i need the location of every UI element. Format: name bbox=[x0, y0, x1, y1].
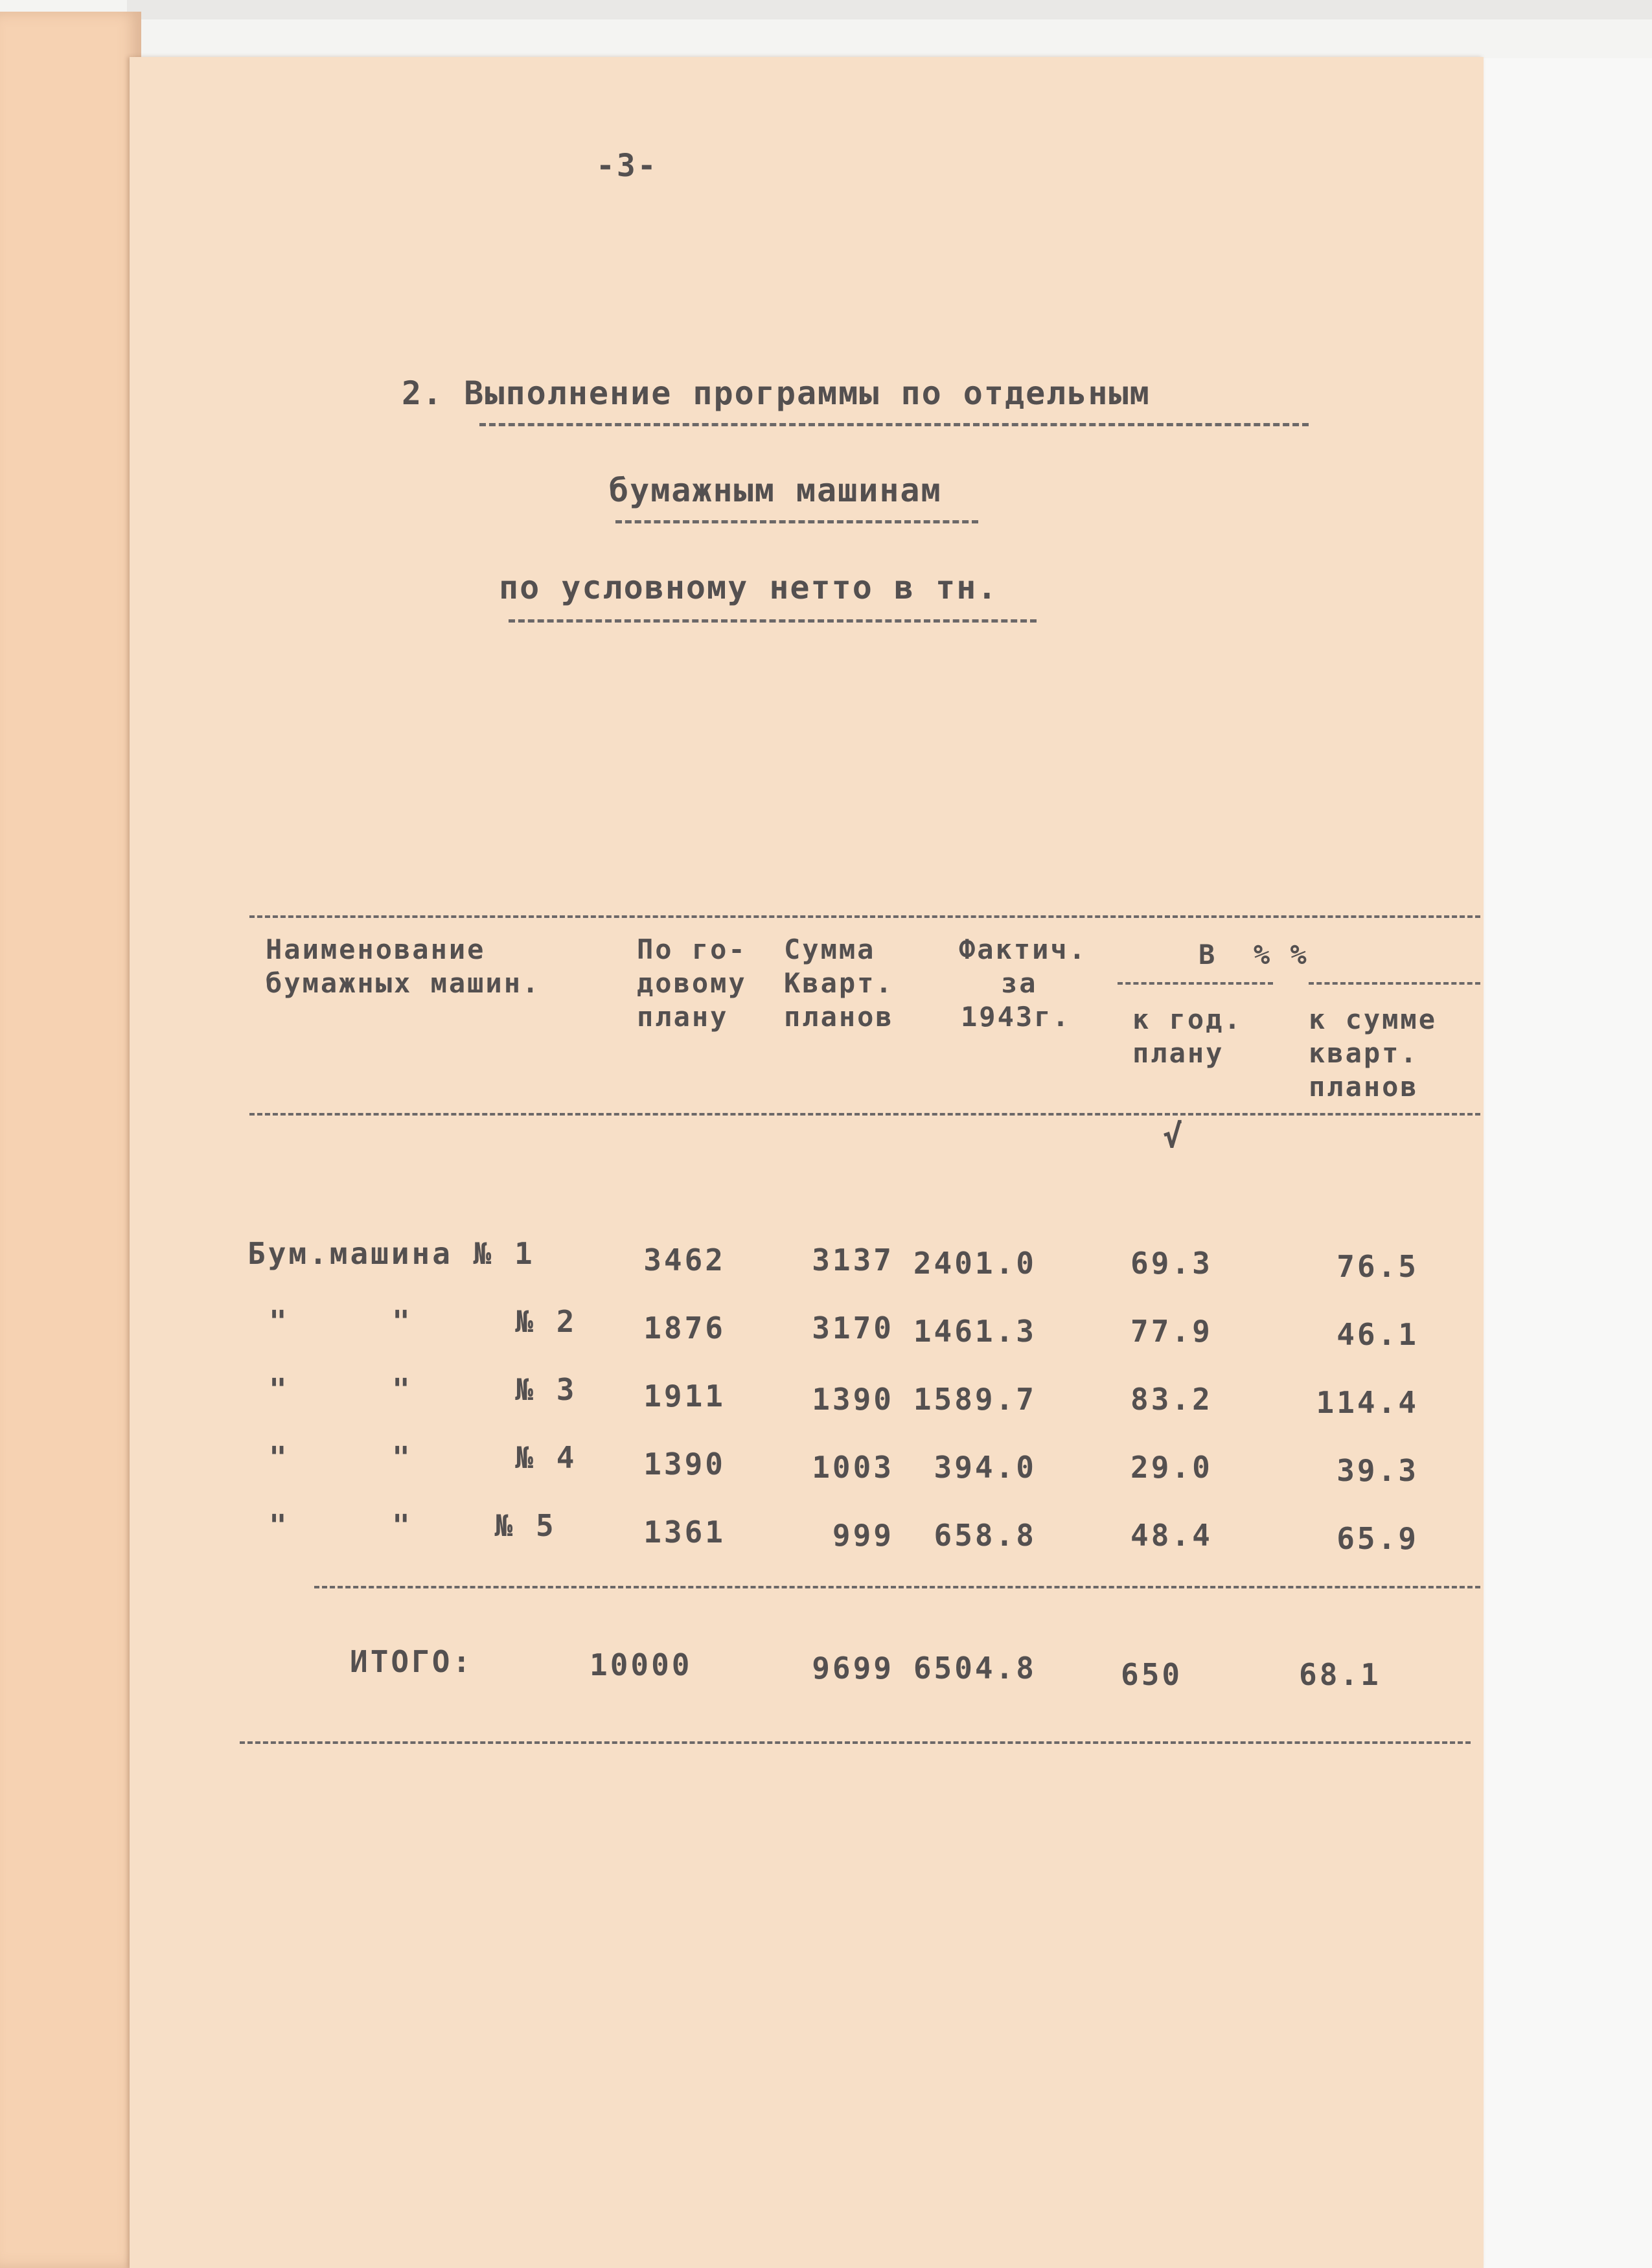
adjacent-page bbox=[0, 12, 141, 2268]
heading-underline-1 bbox=[479, 423, 1309, 426]
header-to-annual-line: плану bbox=[1132, 1037, 1224, 1069]
header-sum-line: Сумма bbox=[784, 934, 876, 965]
pct-annual-value: 29.0 bbox=[1130, 1450, 1213, 1485]
header-to-sum-line: к сумме bbox=[1309, 1003, 1438, 1035]
annual-plan-value: 1361 bbox=[643, 1515, 726, 1550]
percent-group-rule-2 bbox=[1309, 982, 1480, 985]
quarter-sum-value: 1003 bbox=[812, 1450, 894, 1485]
header-bottom-rule bbox=[249, 1113, 1480, 1116]
pct-annual-value: 69.3 bbox=[1130, 1246, 1213, 1281]
quarter-sum-value: 3137 bbox=[812, 1243, 894, 1277]
total-actual: 6504.8 bbox=[913, 1651, 1037, 1686]
total-label: ИТОГО: bbox=[350, 1644, 474, 1679]
pct-quarter-value: 39.3 bbox=[1337, 1453, 1419, 1488]
table-bottom-rule bbox=[240, 1741, 1471, 1744]
header-actual-line: за bbox=[1001, 967, 1038, 999]
machine-name: Бум.машина № 1 bbox=[247, 1236, 535, 1271]
actual-value: 1461.3 bbox=[913, 1314, 1037, 1349]
quarter-sum-value: 1390 bbox=[812, 1382, 894, 1417]
header-annual-line: По го- bbox=[637, 934, 747, 965]
header-sum-line: планов bbox=[784, 1001, 894, 1033]
annual-plan-value: 1911 bbox=[643, 1379, 726, 1414]
actual-value: 2401.0 bbox=[913, 1246, 1037, 1281]
heading-line-3: по условному нетто в тн. bbox=[499, 569, 998, 606]
header-actual-line: 1943г. bbox=[961, 1001, 1071, 1033]
quarter-sum-value: 3170 bbox=[812, 1311, 894, 1346]
total-pct-quarter: 68.1 bbox=[1299, 1657, 1381, 1692]
actual-value: 1589.7 bbox=[913, 1382, 1037, 1417]
header-to-annual-line: к год. bbox=[1132, 1003, 1243, 1035]
heading-line-1: 2. Выполнение программы по отдельным bbox=[402, 374, 1151, 412]
page-number: -3- bbox=[596, 148, 658, 184]
scanner-background bbox=[1484, 58, 1652, 2268]
pct-annual-value: 77.9 bbox=[1130, 1314, 1213, 1349]
pct-quarter-value: 76.5 bbox=[1337, 1249, 1419, 1284]
table-top-rule bbox=[249, 915, 1480, 918]
header-to-sum-line: планов bbox=[1309, 1071, 1419, 1103]
annual-plan-value: 1876 bbox=[643, 1311, 726, 1346]
pct-annual-value: 83.2 bbox=[1130, 1382, 1213, 1417]
total-top-rule bbox=[314, 1586, 1480, 1588]
checkmark: √ bbox=[1163, 1117, 1185, 1155]
machine-name: " " № 2 bbox=[269, 1304, 577, 1339]
pct-annual-value: 48.4 bbox=[1130, 1518, 1213, 1553]
header-annual-line: плану bbox=[637, 1001, 729, 1033]
pct-quarter-value: 114.4 bbox=[1316, 1385, 1419, 1420]
heading-underline-3 bbox=[509, 619, 1037, 623]
total-pct-annual: 650 bbox=[1121, 1657, 1183, 1692]
document-page bbox=[130, 57, 1484, 2268]
header-name-line: бумажных машин. bbox=[266, 967, 541, 999]
machine-name: " " № 3 bbox=[269, 1372, 577, 1407]
percent-group-rule-1 bbox=[1118, 982, 1273, 985]
header-sum-line: Кварт. bbox=[784, 967, 894, 999]
heading-line-2: бумажным машинам bbox=[609, 472, 942, 509]
header-actual-line: Фактич. bbox=[959, 934, 1088, 965]
pct-quarter-value: 46.1 bbox=[1337, 1317, 1419, 1352]
pct-quarter-value: 65.9 bbox=[1337, 1521, 1419, 1556]
total-annual: 10000 bbox=[590, 1647, 693, 1682]
heading-underline-2 bbox=[615, 520, 978, 523]
annual-plan-value: 3462 bbox=[643, 1243, 726, 1277]
quarter-sum-value: 999 bbox=[832, 1518, 894, 1553]
header-annual-line: довому bbox=[637, 967, 747, 999]
actual-value: 394.0 bbox=[934, 1450, 1037, 1485]
total-quarter: 9699 bbox=[812, 1651, 894, 1686]
scanner-edge bbox=[127, 0, 1652, 19]
annual-plan-value: 1390 bbox=[643, 1447, 726, 1482]
header-name-line: Наименование bbox=[266, 934, 486, 965]
machine-name: " " № 4 bbox=[269, 1440, 577, 1475]
header-percent-group: В % % bbox=[1199, 939, 1309, 970]
actual-value: 658.8 bbox=[934, 1518, 1037, 1553]
header-to-sum-line: кварт. bbox=[1309, 1037, 1419, 1069]
machine-name: " " № 5 bbox=[269, 1508, 556, 1543]
